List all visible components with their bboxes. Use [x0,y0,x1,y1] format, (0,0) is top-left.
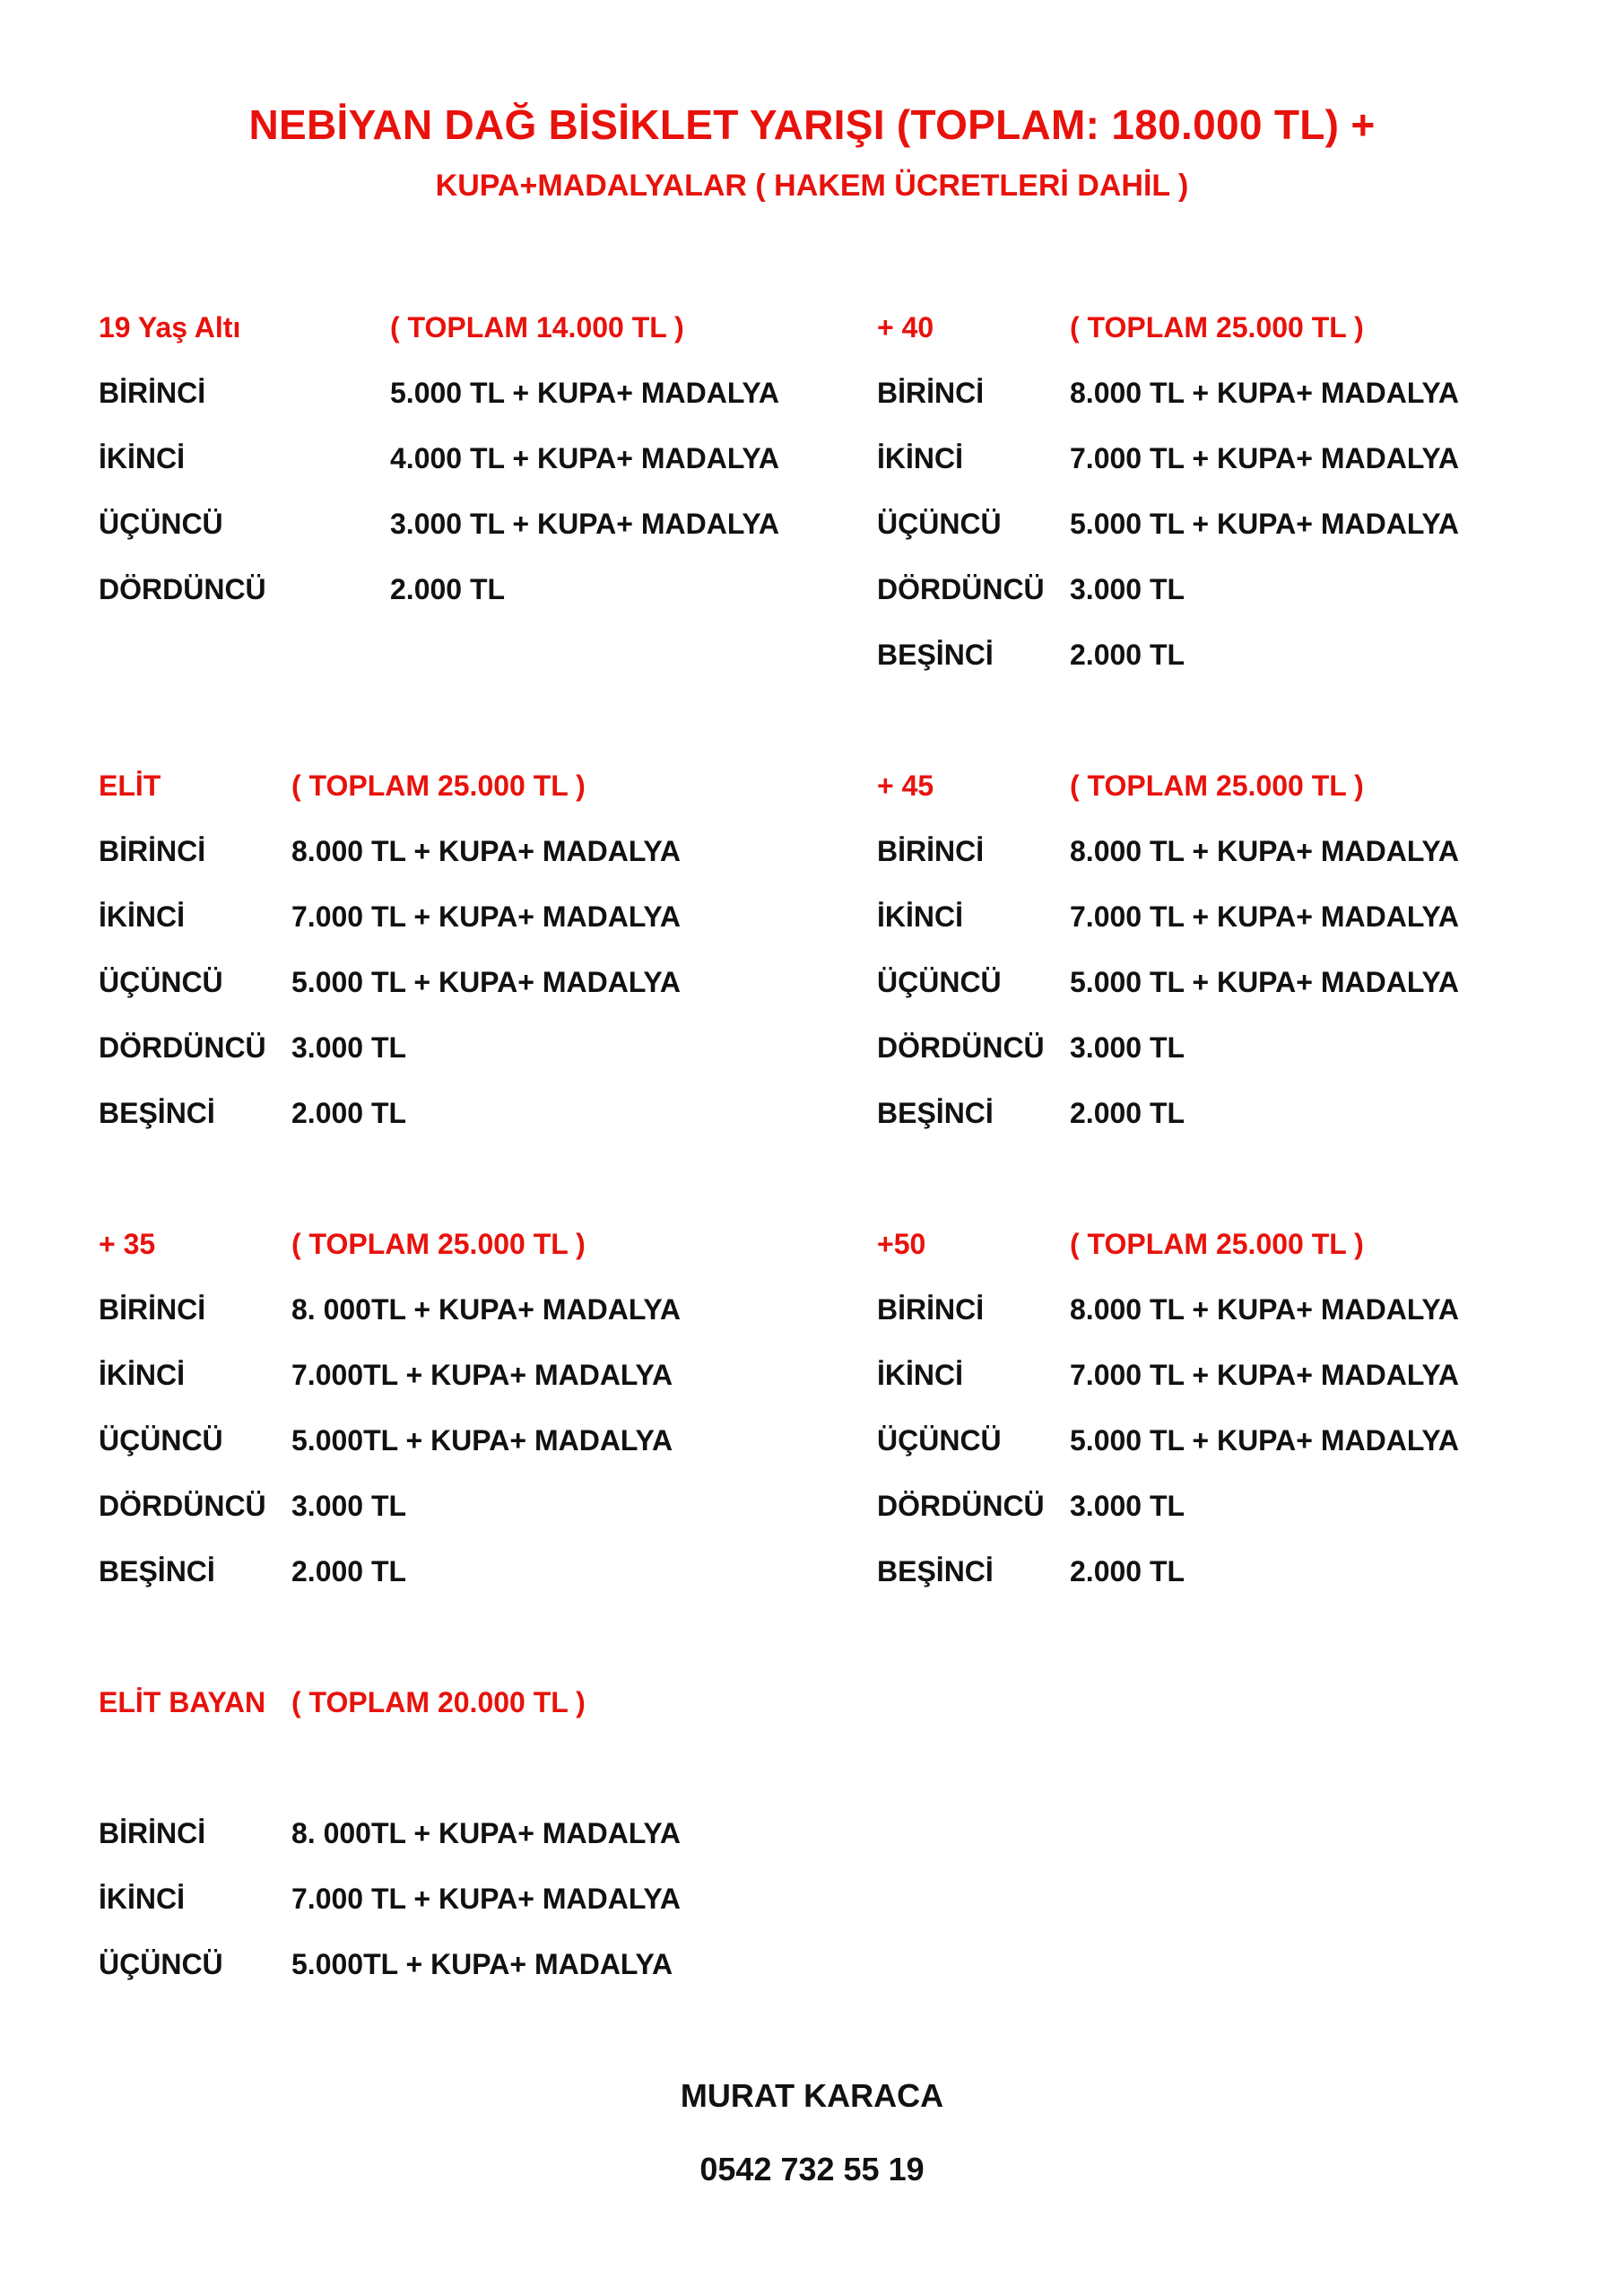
prize-amount: 3.000 TL [291,1031,407,1064]
prize-amount: 8. 000TL + KUPA+ MADALYA [291,1293,681,1326]
page-subtitle: KUPA+MADALYALAR ( HAKEM ÜCRETLERİ DAHİL ) [435,169,1189,203]
prize-place: BEŞİNCİ [877,1555,994,1587]
prize-place: BİRİNCİ [99,1817,206,1849]
prize-amount: 2.000 TL [1070,639,1185,671]
prize-amount: 3.000 TL + KUPA+ MADALYA [390,508,779,540]
prize-place: DÖRDÜNCÜ [877,1031,1045,1064]
prize-amount: 3.000 TL [1070,573,1185,605]
prize-amount: 8. 000TL + KUPA+ MADALYA [291,1817,681,1849]
prize-place: ÜÇÜNCÜ [877,966,1002,998]
category-name: ELİT [99,770,161,802]
prize-place: BEŞİNCİ [877,639,994,671]
category-total: ( TOPLAM 20.000 TL ) [291,1686,586,1718]
prize-place: ÜÇÜNCÜ [877,508,1002,540]
contact-phone: 0542 732 55 19 [699,2151,925,2187]
category-total: ( TOPLAM 25.000 TL ) [1070,1228,1364,1260]
prize-amount: 5.000 TL + KUPA+ MADALYA [291,966,681,998]
prize-amount: 2.000 TL [291,1097,407,1129]
prize-place: DÖRDÜNCÜ [877,1490,1045,1522]
prize-amount: 8.000 TL + KUPA+ MADALYA [1070,1293,1459,1326]
prize-amount: 8.000 TL + KUPA+ MADALYA [1070,835,1459,867]
prize-place: İKİNCİ [99,900,185,933]
prize-amount: 3.000 TL [1070,1490,1185,1522]
prize-amount: 2.000 TL [1070,1097,1185,1129]
prize-place: BİRİNCİ [877,1293,985,1326]
prize-place: İKİNCİ [877,900,963,933]
prize-place: BİRİNCİ [99,835,206,867]
prize-place: ÜÇÜNCÜ [99,1948,223,1980]
prize-amount: 5.000 TL + KUPA+ MADALYA [1070,966,1459,998]
prize-place: İKİNCİ [99,442,185,474]
prize-place: İKİNCİ [877,442,963,474]
category-name: 19 Yaş Altı [99,311,241,344]
category-total: ( TOPLAM 25.000 TL ) [291,770,586,802]
prize-place: BİRİNCİ [877,377,985,409]
prize-place: DÖRDÜNCÜ [877,573,1045,605]
prize-place: BEŞİNCİ [877,1097,994,1129]
prize-amount: 4.000 TL + KUPA+ MADALYA [390,442,779,474]
prize-place: ÜÇÜNCÜ [99,1424,223,1457]
prize-amount: 5.000TL + KUPA+ MADALYA [291,1948,673,1980]
prize-place: İKİNCİ [99,1883,185,1915]
contact-name: MURAT KARACA [680,2077,944,2114]
prize-place: BEŞİNCİ [99,1555,215,1587]
category-total: ( TOPLAM 14.000 TL ) [390,311,684,344]
category-total: ( TOPLAM 25.000 TL ) [1070,311,1364,344]
prize-amount: 5.000 TL + KUPA+ MADALYA [390,377,779,409]
prize-amount: 8.000 TL + KUPA+ MADALYA [1070,377,1459,409]
prize-place: İKİNCİ [877,1359,963,1391]
category-name: + 40 [877,311,934,344]
prize-amount: 7.000 TL + KUPA+ MADALYA [1070,442,1459,474]
prize-amount: 7.000 TL + KUPA+ MADALYA [1070,1359,1459,1391]
prize-place: DÖRDÜNCÜ [99,1490,266,1522]
prize-place: BİRİNCİ [877,835,985,867]
prize-place: BİRİNCİ [99,1293,206,1326]
prize-place: İKİNCİ [99,1359,185,1391]
category-name: + 35 [99,1228,156,1260]
prize-amount: 7.000TL + KUPA+ MADALYA [291,1359,673,1391]
category-name: +50 [877,1228,926,1260]
prize-place: ÜÇÜNCÜ [99,966,223,998]
prize-amount: 8.000 TL + KUPA+ MADALYA [291,835,681,867]
prize-amount: 2.000 TL [390,573,506,605]
prize-amount: 2.000 TL [291,1555,407,1587]
prize-place: DÖRDÜNCÜ [99,573,266,605]
prize-amount: 5.000TL + KUPA+ MADALYA [291,1424,673,1457]
category-name: + 45 [877,770,934,802]
category-total: ( TOPLAM 25.000 TL ) [1070,770,1364,802]
prize-place: ÜÇÜNCÜ [877,1424,1002,1457]
prize-amount: 7.000 TL + KUPA+ MADALYA [291,1883,681,1915]
prize-amount: 3.000 TL [291,1490,407,1522]
prize-place: ÜÇÜNCÜ [99,508,223,540]
prize-place: BİRİNCİ [99,377,206,409]
category-total: ( TOPLAM 25.000 TL ) [291,1228,586,1260]
page-title: NEBİYAN DAĞ BİSİKLET YARIŞI (TOPLAM: 180.000 TL) + [248,101,1376,148]
prize-place: BEŞİNCİ [99,1097,215,1129]
prize-amount: 3.000 TL [1070,1031,1185,1064]
category-name: ELİT BAYAN [99,1686,266,1718]
prize-amount: 7.000 TL + KUPA+ MADALYA [291,900,681,933]
prize-place: DÖRDÜNCÜ [99,1031,266,1064]
prize-amount: 2.000 TL [1070,1555,1185,1587]
prize-amount: 5.000 TL + KUPA+ MADALYA [1070,1424,1459,1457]
prize-amount: 5.000 TL + KUPA+ MADALYA [1070,508,1459,540]
prize-amount: 7.000 TL + KUPA+ MADALYA [1070,900,1459,933]
